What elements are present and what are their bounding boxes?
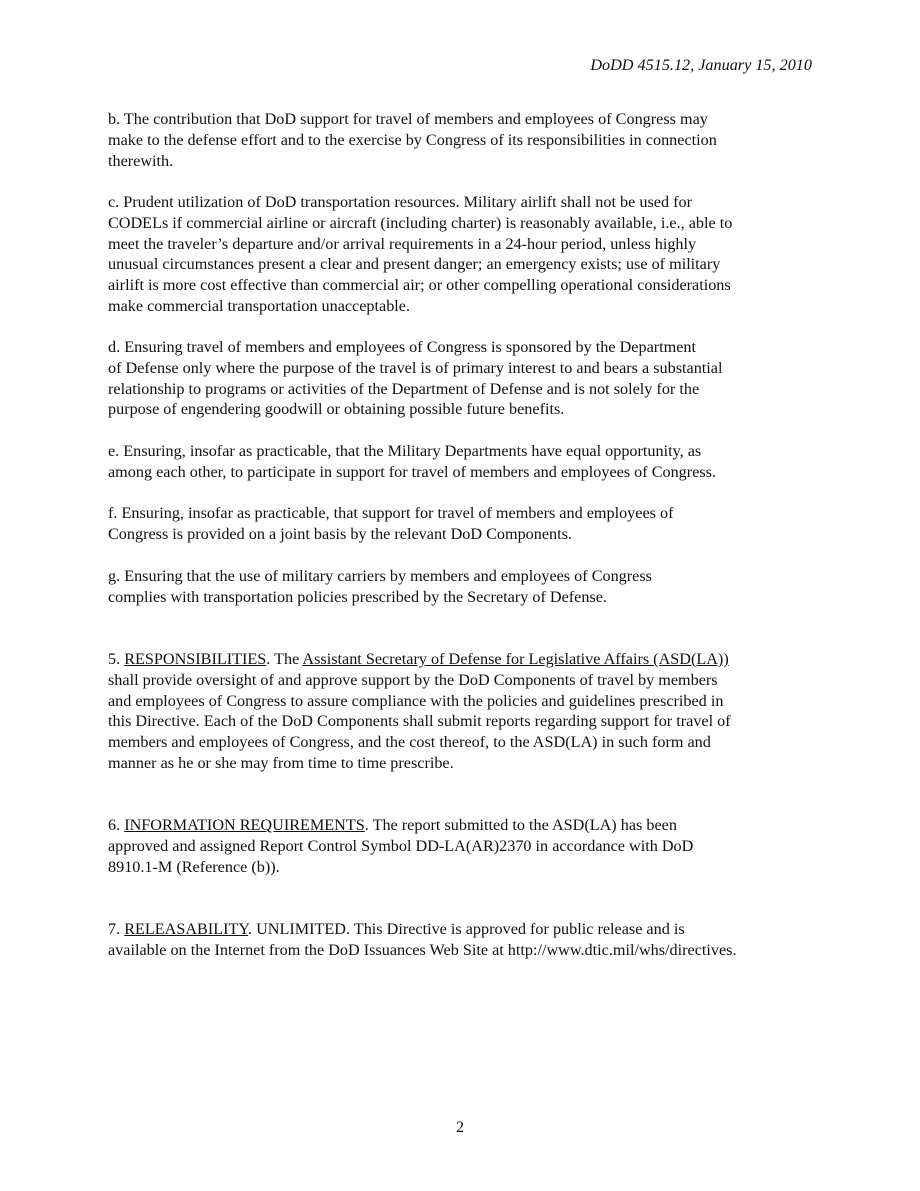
- section-text: . The: [266, 650, 303, 668]
- section-information-requirements: [108, 815, 820, 877]
- section-heading: RELEASABILITY: [124, 920, 248, 938]
- section-releasability: [108, 919, 820, 961]
- asd-la-title: Assistant Secretary of Defense for Legislative Affairs (ASD(LA)): [302, 650, 729, 668]
- page-number: 2: [455, 1118, 465, 1136]
- section-heading: INFORMATION REQUIREMENTS: [124, 816, 365, 834]
- section-heading: RESPONSIBILITIES: [124, 650, 267, 668]
- section-number: 5.: [108, 650, 125, 668]
- paragraph-d: d. Ensuring travel of members and employees of Congress is sponsored by the Department of Defense only where the purpose of the travel is of primary interest to and bears a substantial relationship to programs or activities of the Department of Defense and is not solely for the purpose of engendering goodwill or obtaining possible future benefits.: [108, 338, 723, 419]
- section-body: . The report submitted to the ASD(LA) has been approved and assigned Report Control Symbol DD-LA(AR)2370 in accordance with DoD 8910.1-M (Reference (b)).: [108, 816, 694, 876]
- section-number: 7.: [108, 920, 125, 938]
- paragraph-e: e. Ensuring, insofar as practicable, that the Military Departments have equal opportunity, as among each other, to participate in support for travel of members and employees of Congress.: [108, 442, 716, 481]
- document-header: DoDD 4515.12, January 15, 2010: [590, 56, 812, 74]
- section-body: . UNLIMITED. This Directive is approved for public release and is available on the Internet from the DoD Issuances Web Site at http://www.dtic.mil/whs/directives.: [108, 920, 737, 959]
- section-body: shall provide oversight of and approve support by the DoD Components of travel by members and employees of Congress to assure compliance with the policies and guidelines prescribed in this Directive. Each of the DoD Components shall submit reports regarding support for travel of members and employees of Congress, and the cost thereof, to the ASD(LA) in such form and manner as he or she may from time to time prescribe.: [108, 670, 731, 772]
- paragraph-c: c. Prudent utilization of DoD transportation resources. Military airlift shall not be used for CODELs if commercial airline or aircraft (including charter) is reasonably available, i.e., able to meet the traveler’s departure and/or arrival requirements in a 24-hour period, unless highly unusual circumstances present a clear and present danger; an emergency exists; use of military airlift is more cost effective than commercial air; or other compelling operational considerations make commercial transportation unacceptable.: [108, 193, 733, 315]
- paragraph-f: f. Ensuring, insofar as practicable, that support for travel of members and employees of Congress is provided on a joint basis by the relevant DoD Components.: [108, 504, 674, 543]
- paragraph-b: b. The contribution that DoD support for travel of members and employees of Congress may make to the defense effort and to the exercise by Congress of its responsibilities in connection therewith.: [108, 110, 717, 170]
- paragraph-g: g. Ensuring that the use of military carriers by members and employees of Congress complies with transportation policies prescribed by the Secretary of Defense.: [108, 567, 652, 606]
- section-responsibilities: [108, 649, 820, 774]
- section-number: 6.: [108, 816, 125, 834]
